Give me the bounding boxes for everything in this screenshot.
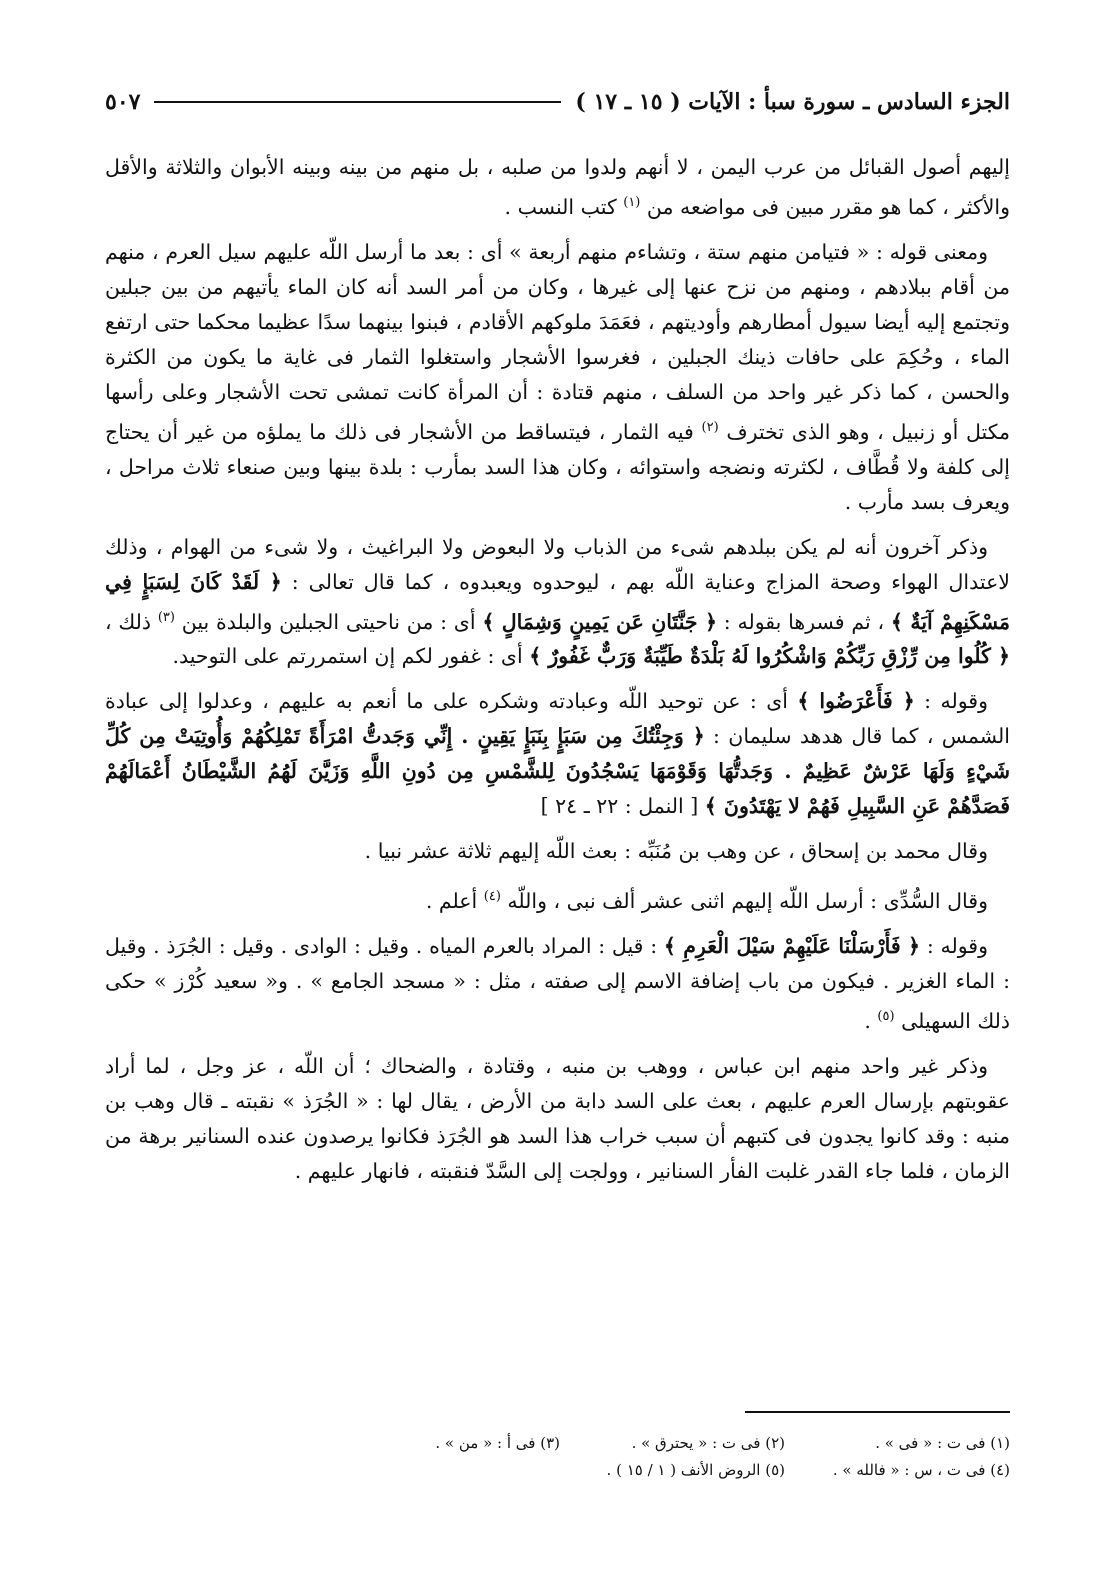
text-run: ذلك ، (105, 609, 158, 634)
page (105, 82, 1010, 1522)
footnote: (٣) فى أ : « من » . (435, 1434, 560, 1452)
footnote: (٢) فى ت : « يحترق » . (631, 1434, 785, 1452)
quran-quote: ﴿ فَأَعْرَضُوا ﴾ (797, 689, 915, 714)
header-title: الجزء السادس ـ سورة سبأ : الآيات ( ١٥ ـ ١٧ ) (575, 89, 1010, 115)
footnote: (١) فى ت : « فى » . (875, 1434, 1010, 1452)
text-run: أى : غفور لكم إن استمررتم على التوحيد. (172, 644, 530, 669)
text-run: إليهم أصول القبائل من عرب اليمن ، لا أنهم ولدوا من صلبه ، بل منهم من بينه وبينه الأبوان والثلاثة والأقل والأكثر ، كما هو مقرر مبين فى مواضعه من (105, 155, 1010, 219)
footnote-rule (745, 1411, 1010, 1413)
text-run: . (864, 1009, 878, 1034)
footnote-row (105, 1430, 1010, 1457)
footnote-ref: (٣) (157, 609, 175, 625)
text-run: أى : من ناحيتى الجبلين والبلدة بين (174, 609, 483, 634)
text-run: وقوله : (914, 689, 988, 714)
text-run: وذكر آخرون أنه لم يكن ببلدهم شىء من الذباب ولا البعوض ولا البراغيث ، ولا شىء من الهوام ، وذلك لاعتدال الهواء وصحة المزاج وعناية اللّه بهم ، ليوحدوه ويعبدوه ، كما قال تعالى : (105, 534, 1010, 594)
header-rule (154, 101, 561, 103)
footnote-ref: (٤) (483, 889, 501, 905)
footnote-ref: (١) (623, 195, 641, 210)
text-run: ، ثم فسرها بقوله : (716, 609, 891, 634)
text-run: وقال السُّدِّى : أرسل اللّه إليهم اثنى عشر ألف نبى ، واللّه (500, 889, 988, 914)
text-run: ومعنى قوله : « فتيامن منهم ستة ، وتشاءم منهم أربعة » أى : بعد ما أرسل اللّه عليهم سيل العرم ، منهم من أقام ببلادهم ، ومنهم من نزح عنها إلى غيرها ، وكان من أمر السد أنه كان الماء يأتيهم من بين جبلين وتجتمع إليه أيضا سيول أمطارهم وأوديتهم ، فعَمَدَ ملوكهم الأقادم ، فبنوا بينهما سدًا عظيما محكما حتى ارتفع الماء ، وحُكِمَ على حافات ذينك الجبلين ، فغرسوا الأشجار واستغلوا الثمار فى غاية ما يكون من الكثرة والحسن ، كما ذكر غير واحد من السلف ، منهم قتادة : أن المرأة كانت تمشى تحت الأشجار وعلى رأسها مكتل أو زنبيل ، وهو الذى تخترف (105, 239, 1010, 444)
quran-quote: ﴿ لَقَدْ كَانَ لِسَبَإٍ فِي مَسْكَنِهِمْ آيَةٌ ﴾ (105, 569, 1011, 634)
text-run: كتب النسب . (504, 194, 624, 219)
running-header (105, 82, 1010, 122)
text-run: [ النمل : ٢٢ ـ ٢٤ ] (540, 794, 705, 819)
paragraph (105, 879, 1010, 919)
quran-quote: ﴿ فَأَرْسَلْنَا عَلَيْهِمْ سَيْلَ الْعَرِمِ ﴾ (663, 934, 921, 959)
paragraph (105, 235, 1010, 520)
paragraph (105, 530, 1010, 675)
footnote: (٥) الروض الأنف ( ١ / ١٥ ) . (606, 1461, 785, 1479)
quran-quote: ﴿ وَجِئْتُكَ مِن سَبَإٍ بِنَبَإٍ يَقِينٍ . إِنِّي وَجَدتُّ امْرَأَةً تَمْلِكُهُمْ وَأُوتِيَتْ مِن كُلِّ شَيْءٍ وَلَهَا عَرْشٌ عَظِيمٌ . وَجَدتُّهَا وَقَوْمَهَا يَسْجُدُونَ لِلشَّمْسِ مِن دُونِ اللَّهِ وَزَيَّنَ لَهُمُ الشَّيْطَانُ أَعْمَالَهُمْ فَصَدَّهُمْ عَنِ السَّبِيلِ فَهُمْ لا يَهْتَدُونَ ﴾ (105, 724, 1010, 819)
paragraph (105, 1049, 1010, 1189)
text-run: وقوله : (920, 934, 989, 959)
footnote: (٤) فى ت ، س : « فالله » . (832, 1461, 1010, 1479)
text-run: فيه الثمار ، فيتساقط من الأشجار فى ذلك ما يملؤه من غير أن يحتاج إلى كلفة ولا قُطَّاف ، لكثرته ونضجه واستوائه ، وكان هذا السد بمأرب : بلدة بينها وبين صنعاء ثلاث مراحل ، ويعرف بسد مأرب . (105, 419, 1010, 514)
paragraph (105, 150, 1010, 225)
text-run: وقال محمد بن إسحاق ، عن وهب بن مُنَبِّه : بعث اللّه إليهم ثلاثة عشر نبيا . (364, 839, 988, 864)
footnote-ref: (٥) (877, 1009, 895, 1025)
paragraph (105, 684, 1010, 824)
paragraph (105, 834, 1010, 869)
body-text (105, 150, 1010, 1189)
text-run: وذكر غير واحد منهم ابن عباس ، ووهب بن منبه ، وقتادة ، والضحاك ؛ أن اللّه ، عز وجل ، لما أراد عقوبتهم بإرسال العرم عليهم ، بعث على السد دابة من الأرض ، يقال لها : « الجُرَذ » نقبته ـ قال وهب بن منبه : وقد كانوا يجدون فى كتبهم أن سبب خراب هذا السد هو الجُرَذ فكانوا يرصدون عنده السنانير برهة من الزمان ، فلما جاء القدر غلبت الفأر السنانير ، وولجت إلى السَّدّ فنقبته ، فانهار عليهم . (105, 1054, 1010, 1184)
footnotes (105, 1430, 1010, 1484)
text-run: : قيل : المراد بالعرم المياه . وقيل : الوادى . وقيل : الجُرَذ . وقيل : الماء الغزير . فيكون من باب إضافة الاسم إلى صفته ، مثل : « مسجد الجامع » . و« سعيد كُرْز » حكى ذلك السهيلى (105, 934, 1010, 1034)
footnote-row (105, 1457, 1010, 1484)
page-number: ٥٠٧ (105, 89, 141, 115)
footnote-ref: (٢) (701, 419, 719, 435)
quran-quote: ﴿ جَنَّتَانِ عَن يَمِينٍ وَشِمَالٍ ﴾ (482, 609, 717, 634)
paragraph (105, 929, 1010, 1039)
quran-quote: ﴿ كُلُوا مِن رِّزْقِ رَبِّكُمْ وَاشْكُرُوا لَهُ بَلْدَةٌ طَيِّبَةٌ وَرَبٌّ غَفُورٌ ﴾ (529, 644, 1010, 669)
text-run: أعلم . (425, 889, 484, 914)
text-run: أى : عن توحيد اللّه وعبادته وشكره على ما أنعم به عليهم ، وعدلوا إلى عبادة الشمس ، كما قال هدهد سليمان : (105, 689, 1010, 749)
